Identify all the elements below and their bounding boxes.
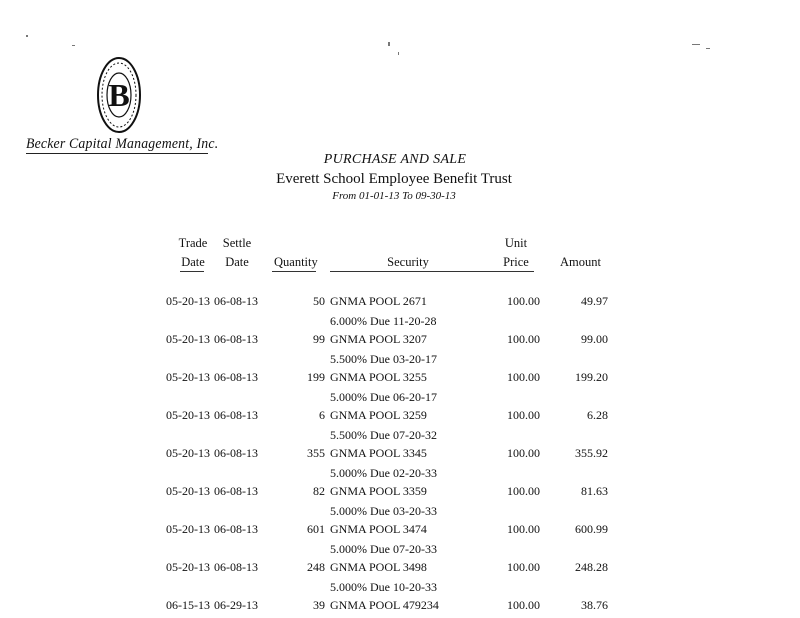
amount: 81.63 (581, 484, 608, 498)
settle-date: 06-08-13 (214, 294, 258, 308)
header-price-line1: Unit (504, 236, 528, 250)
security-name: GNMA POOL 3498 (330, 560, 427, 574)
quantity: 6 (319, 408, 325, 422)
amount: 38.76 (581, 598, 608, 612)
header-trade-line2: Date (181, 255, 205, 269)
security-description: 5.000% Due 06-20-17 (330, 390, 437, 404)
settle-date: 06-08-13 (214, 522, 258, 536)
header-price-line2: Price (503, 255, 529, 269)
header-settle-line2: Date (225, 255, 249, 269)
security-description: 5.000% Due 02-20-33 (330, 466, 437, 480)
amount: 355.92 (575, 446, 608, 460)
header-trade-date (170, 234, 216, 272)
header-rule (330, 271, 500, 272)
scan-speck (72, 45, 75, 46)
scan-speck (26, 35, 28, 37)
scan-speck (398, 52, 399, 55)
amount: 99.00 (581, 332, 608, 346)
security-description: 5.500% Due 03-20-17 (330, 352, 437, 366)
trade-date: 06-15-13 (166, 598, 210, 612)
firm-name: Becker Capital Management, Inc. (26, 136, 219, 152)
trade-date: 05-20-13 (166, 408, 210, 422)
logo-letter: B (108, 77, 130, 113)
security-name: GNMA POOL 3474 (330, 522, 427, 536)
settle-date: 06-08-13 (214, 370, 258, 384)
header-security: Security (387, 255, 429, 269)
unit-price: 100.00 (507, 294, 540, 308)
amount: 600.99 (575, 522, 608, 536)
security-description: 5.000% Due 07-20-33 (330, 542, 437, 556)
header-amount: Amount (560, 255, 601, 269)
security-description: 5.000% Due 03-20-33 (330, 504, 437, 518)
security-name: GNMA POOL 3359 (330, 484, 427, 498)
header-rule (272, 271, 316, 272)
header-settle-date (214, 234, 260, 272)
security-description: 5.000% Due 10-20-33 (330, 580, 437, 594)
trade-date: 05-20-13 (166, 294, 210, 308)
date-range: From 01-01-13 To 09-30-13 (332, 190, 456, 202)
header-settle-line1: Settle (222, 236, 252, 250)
unit-price: 100.00 (507, 484, 540, 498)
quantity: 82 (313, 484, 325, 498)
header-rule (500, 271, 534, 272)
trade-date: 05-20-13 (166, 522, 210, 536)
settle-date: 06-29-13 (214, 598, 258, 612)
settle-date: 06-08-13 (214, 484, 258, 498)
amount: 6.28 (587, 408, 608, 422)
client-name: Everett School Employee Benefit Trust (276, 171, 512, 187)
security-name: GNMA POOL 479234 (330, 598, 439, 612)
security-name: GNMA POOL 2671 (330, 294, 427, 308)
scan-speck (692, 44, 700, 45)
amount: 248.28 (575, 560, 608, 574)
trade-date: 05-20-13 (166, 560, 210, 574)
security-description: 5.500% Due 07-20-32 (330, 428, 437, 442)
amount: 49.97 (581, 294, 608, 308)
company-logo-seal (96, 56, 142, 134)
security-name: GNMA POOL 3259 (330, 408, 427, 422)
header-quantity: Quantity (274, 255, 318, 269)
security-name: GNMA POOL 3207 (330, 332, 427, 346)
report-title: PURCHASE AND SALE (323, 152, 467, 167)
unit-price: 100.00 (507, 408, 540, 422)
settle-date: 06-08-13 (214, 446, 258, 460)
trade-date: 05-20-13 (166, 484, 210, 498)
trade-date: 05-20-13 (166, 332, 210, 346)
settle-date: 06-08-13 (214, 408, 258, 422)
unit-price: 100.00 (507, 560, 540, 574)
quantity: 601 (307, 522, 325, 536)
quantity: 99 (313, 332, 325, 346)
security-description: 6.000% Due 11-20-28 (330, 314, 437, 328)
unit-price: 100.00 (507, 598, 540, 612)
scan-speck (388, 42, 390, 46)
trade-date: 05-20-13 (166, 446, 210, 460)
unit-price: 100.00 (507, 446, 540, 460)
quantity: 39 (313, 598, 325, 612)
quantity: 50 (313, 294, 325, 308)
header-rule (180, 271, 204, 272)
scan-speck (706, 48, 710, 49)
header-unit-price (496, 234, 536, 272)
quantity: 355 (307, 446, 325, 460)
quantity: 248 (307, 560, 325, 574)
security-name: GNMA POOL 3345 (330, 446, 427, 460)
settle-date: 06-08-13 (214, 332, 258, 346)
report-header (0, 152, 788, 202)
header-trade-line1: Trade (178, 236, 208, 250)
trade-date: 05-20-13 (166, 370, 210, 384)
quantity: 199 (307, 370, 325, 384)
unit-price: 100.00 (507, 370, 540, 384)
unit-price: 100.00 (507, 522, 540, 536)
amount: 199.20 (575, 370, 608, 384)
unit-price: 100.00 (507, 332, 540, 346)
security-name: GNMA POOL 3255 (330, 370, 427, 384)
settle-date: 06-08-13 (214, 560, 258, 574)
